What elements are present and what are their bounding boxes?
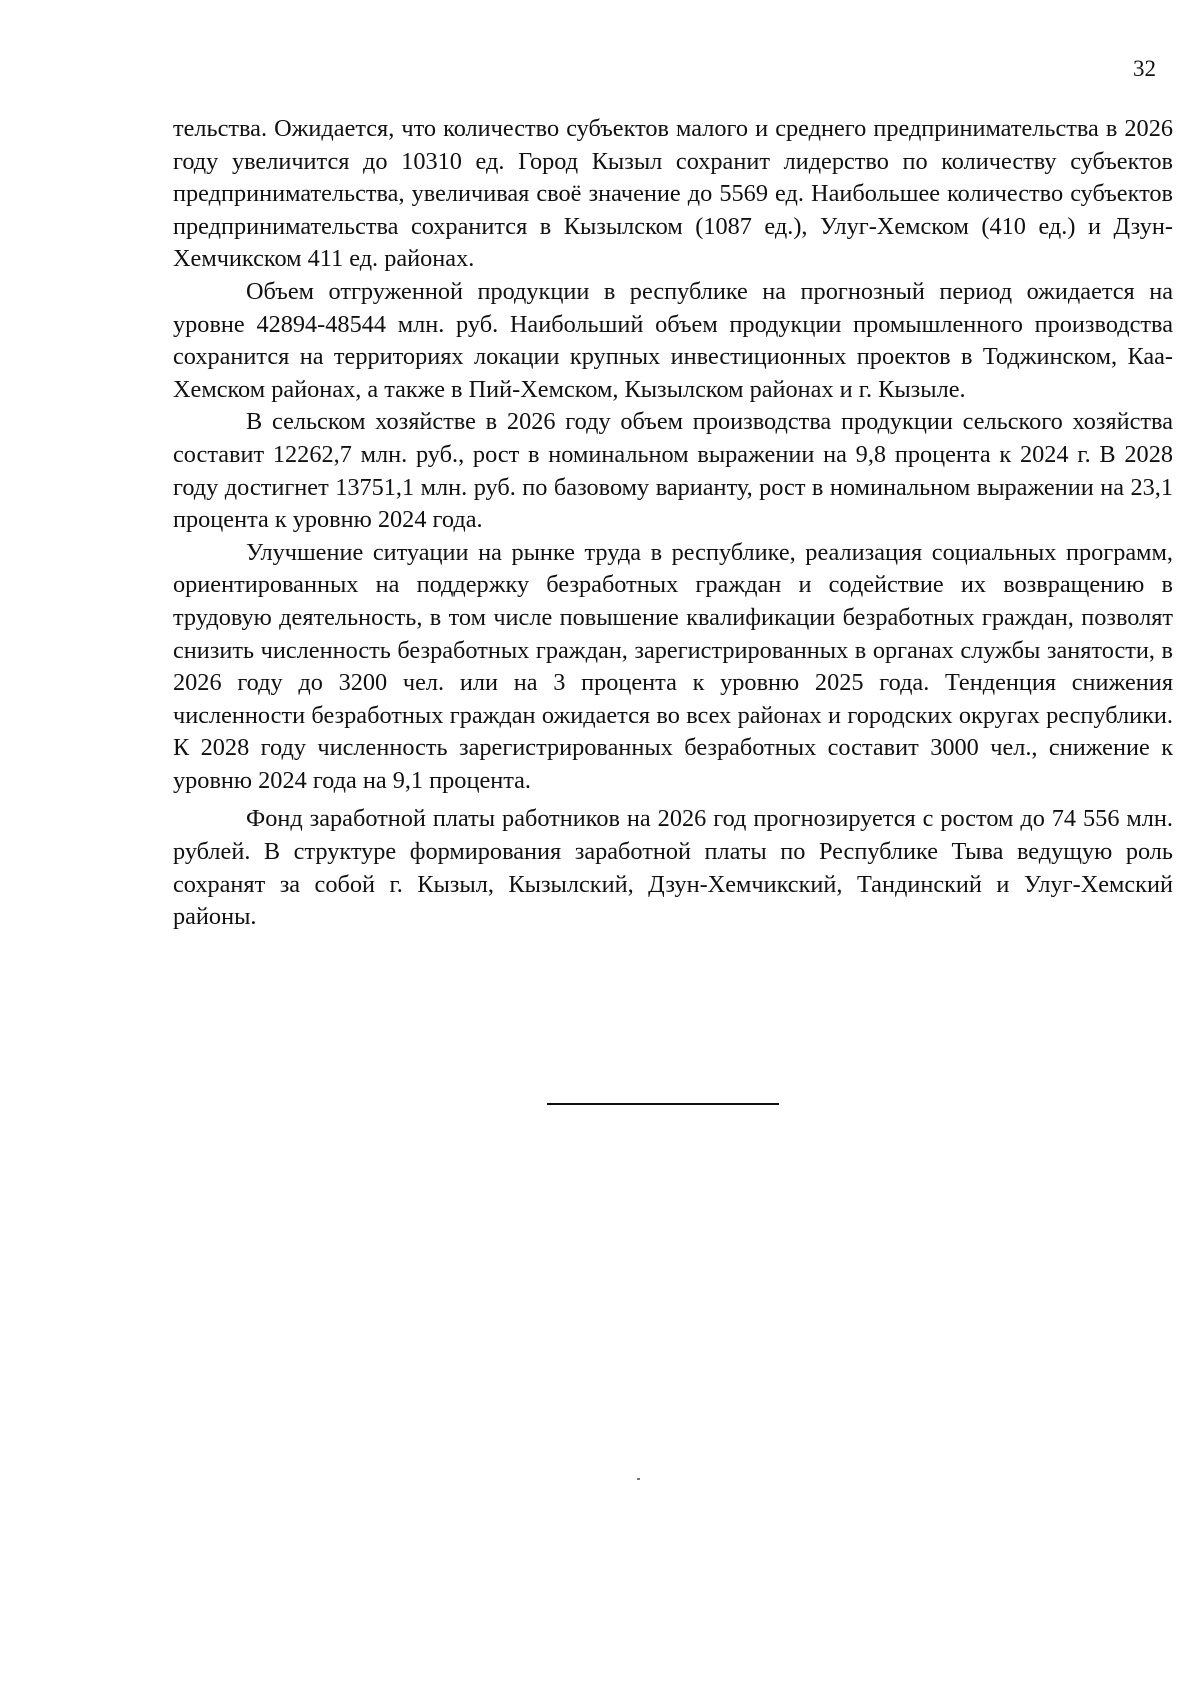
page-number: 32 bbox=[1133, 56, 1156, 81]
paragraph-continuation: тельства. Ожидается, что количество субъектов малого и среднего предпринимательства в 2026 году увеличится до 10310 ед. Город Кызыл сохранит лидерство по количеству субъектов предпринимательства, увеличивая своё значение до 5569 ед. Наибольшее количество субъектов предпринимательства сохранится в Кызылском (1087 ед.), Улуг-Хемском (410 ед.) и Дзун-Хемчикском 411 ед. районах. bbox=[173, 115, 1173, 273]
document-body bbox=[173, 113, 1173, 934]
paragraph-agriculture: В сельском хозяйстве в 2026 году объем производства продукции сельского хозяйства составит 12262,7 млн. руб., рост в номинальном выражении на 9,8 процента к 2024 г. В 2028 году достигнет 13751,1 млн. руб. по базовому варианту, рост в номинальном выражении на 23,1 процента к уровню 2024 года. bbox=[173, 408, 1173, 534]
end-of-text-rule bbox=[547, 1103, 779, 1105]
scan-speck bbox=[637, 1478, 640, 1480]
paragraph-wage-fund: Фонд заработной платы работников на 2026 год прогнозируется с ростом до 74 556 млн. рублей. В структуре формирования заработной платы по Республике Тыва ведущую роль сохранят за собой г. Кызыл, Кызылский, Дзун-Хемчикский, Тандинский и Улуг-Хемский районы. bbox=[173, 805, 1173, 931]
paragraph-shipped-products: Объем отгруженной продукции в республике на прогнозный период ожидается на уровне 42894-48544 млн. руб. Наибольший объем продукции промышленного производства сохранится на территориях локации крупных инвестиционных проектов в Тоджинском, Каа-Хемском районах, а также в Пий-Хемском, Кызылском районах и г. Кызыле. bbox=[173, 277, 1173, 403]
paragraph-labor-market: Улучшение ситуации на рынке труда в республике, реализация социальных программ, ориентированных на поддержку безработных граждан и содействие их возвращению в трудовую деятельность, в том числе повышение квалификации безработных граждан, позволят снизить численность безработных граждан, зарегистрированных в органах службы занятости, в 2026 году до 3200 чел. или на 3 процента к уровню 2025 года. Тенденция снижения численности безработных граждан ожидается во всех районах и городских округах республики. К 2028 году численность зарегистрированных безработных составит 3000 чел., снижение к уровню 2024 года на 9,1 процента. bbox=[173, 538, 1173, 794]
